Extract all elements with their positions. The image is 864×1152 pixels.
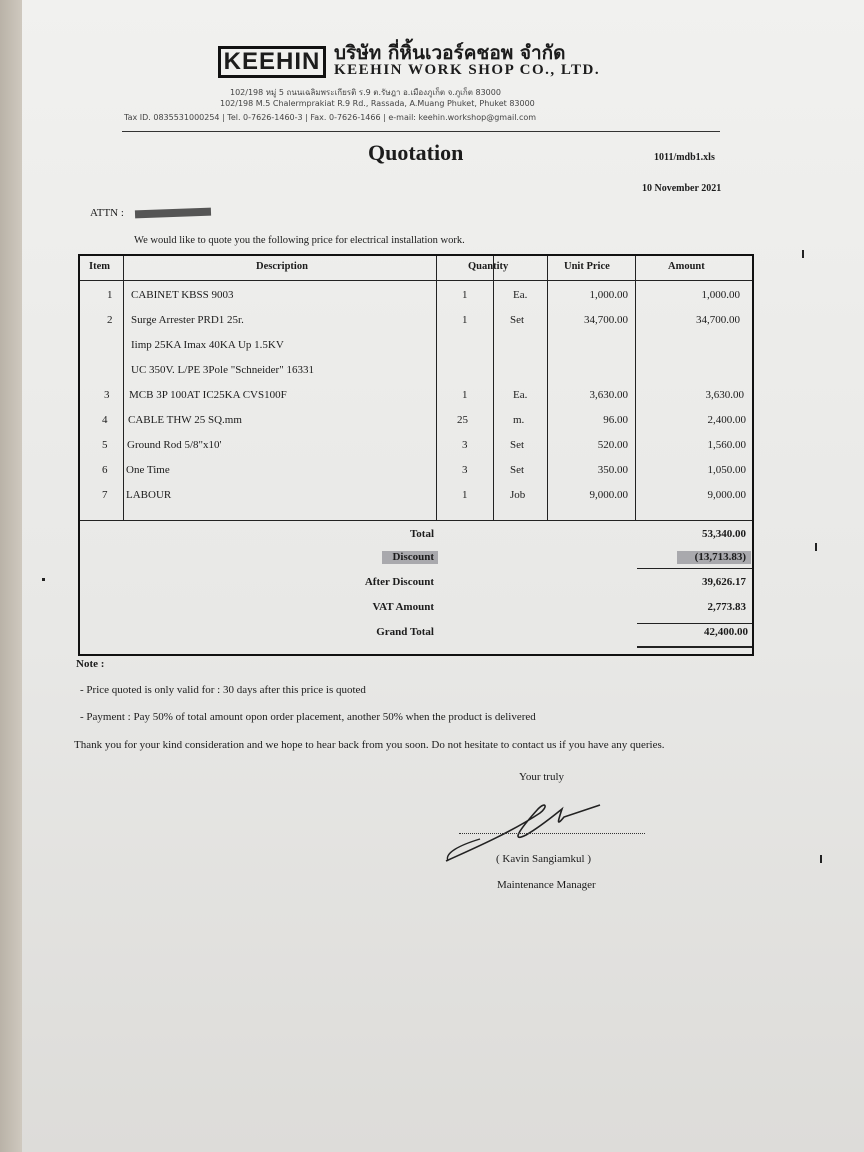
- row-7-amount: 9,000.00: [707, 489, 746, 501]
- document-title: Quotation: [368, 140, 464, 165]
- row-6-unit: Set: [510, 464, 525, 476]
- header-description: Description: [256, 261, 308, 272]
- row-2-item: 2: [107, 314, 113, 326]
- row-2-amount: 34,700.00: [696, 314, 740, 326]
- row-4-qty: 25: [457, 414, 468, 426]
- after-discount-value: 39,626.17: [702, 576, 746, 588]
- grand-total-value: 42,400.00: [704, 626, 748, 638]
- quotation-table: [78, 254, 754, 656]
- company-thai-name: บริษัท กี่หิ้นเวอร์คชอพ จำกัด: [334, 42, 566, 64]
- note-payment: - Payment : Pay 50% of total amount opon order placement, another 50% when the product is delivered: [80, 711, 536, 723]
- margin-mark: [42, 578, 45, 581]
- address-thai: 102/198 หมู่ 5 ถนนเฉลิมพระเกียรติ ร.9 ต.รัษฎา อ.เมืองภูเก็ต จ.ภูเก็ต 83000: [230, 88, 501, 97]
- row-3-amount: 3,630.00: [705, 389, 744, 401]
- company-english-name: KEEHIN WORK SHOP CO., LTD.: [334, 62, 601, 78]
- row-6-amount: 1,050.00: [707, 464, 746, 476]
- thanks-text: Thank you for your kind consideration and we hope to hear back from you soon. Do not hesitate to contact us if you have any queries.: [74, 739, 665, 751]
- intro-text: We would like to quote you the following price for electrical installation work.: [134, 235, 465, 246]
- row-4-amount: 2,400.00: [707, 414, 746, 426]
- row-3-unit: Ea.: [513, 389, 528, 401]
- total-label: Total: [409, 528, 434, 540]
- row-5-description: Ground Rod 5/8"x10': [127, 439, 222, 451]
- row-7-description: LABOUR: [126, 489, 172, 501]
- attn-label: ATTN :: [90, 207, 124, 219]
- row-2-unit: Set: [510, 314, 525, 326]
- note-heading: Note :: [76, 658, 105, 670]
- attn-redaction: [135, 208, 211, 219]
- discount-value: (13,713.83): [694, 551, 746, 563]
- row-6-price: 350.00: [597, 464, 628, 476]
- document-date: 10 November 2021: [642, 183, 722, 194]
- row-2-description: Surge Arrester PRD1 25r.: [131, 314, 244, 326]
- row-1-amount: 1,000.00: [701, 289, 740, 301]
- header-amount: Amount: [668, 261, 705, 272]
- row-1-unit: Ea.: [513, 289, 528, 301]
- row-2-qty: 1: [462, 314, 468, 326]
- row-3-item: 3: [104, 389, 110, 401]
- vat-value: 2,773.83: [707, 601, 746, 613]
- row-7-unit: Job: [510, 489, 526, 501]
- table-surface: [0, 0, 22, 1152]
- row-4-item: 4: [102, 414, 108, 426]
- signature-line: [459, 833, 645, 834]
- discount-label: Discount: [392, 551, 434, 563]
- header-item: Item: [89, 261, 110, 272]
- document-reference: 1011/mdb1.xls: [654, 152, 715, 163]
- row-6-description: One Time: [126, 464, 170, 476]
- vat-label: VAT Amount: [372, 601, 434, 613]
- company-logo: KEEHIN: [218, 46, 326, 78]
- header-quantity: Quantity: [468, 261, 509, 272]
- row-2-description-line3: UC 350V. L/PE 3Pole "Schneider" 16331: [131, 364, 314, 376]
- grand-total-label: Grand Total: [376, 626, 434, 638]
- row-5-unit: Set: [510, 439, 525, 451]
- signer-name: ( Kavin Sangiamkul ): [496, 853, 592, 865]
- closing-text: Your truly: [519, 771, 565, 783]
- document-page: [22, 0, 864, 1152]
- after-discount-label: After Discount: [364, 576, 434, 588]
- address-english: 102/198 M.5 Chalermprakiat R.9 Rd., Rassada, A.Muang Phuket, Phuket 83000: [220, 99, 535, 108]
- row-1-qty: 1: [462, 289, 468, 301]
- row-5-qty: 3: [462, 439, 468, 451]
- contact-line: Tax ID. 0835531000254 | Tel. 0-7626-1460-3 | Fax. 0-7626-1466 | e-mail: keehin.workshop@gmail.com: [124, 113, 537, 122]
- margin-mark: [815, 543, 817, 551]
- row-6-item: 6: [102, 464, 108, 476]
- row-7-item: 7: [102, 489, 108, 501]
- total-value: 53,340.00: [702, 528, 746, 540]
- row-7-price: 9,000.00: [589, 489, 628, 501]
- row-5-price: 520.00: [597, 439, 628, 451]
- row-4-unit: m.: [513, 414, 525, 426]
- row-4-description: CABLE THW 25 SQ.mm: [128, 414, 242, 426]
- row-2-description-line2: Iimp 25KA Imax 40KA Up 1.5KV: [131, 339, 284, 351]
- row-3-description: MCB 3P 100AT IC25KA CVS100F: [129, 389, 287, 401]
- row-1-price: 1,000.00: [589, 289, 628, 301]
- row-3-price: 3,630.00: [589, 389, 628, 401]
- signer-title: Maintenance Manager: [497, 879, 596, 891]
- row-6-qty: 3: [462, 464, 468, 476]
- margin-mark: [802, 250, 804, 258]
- row-1-description: CABINET KBSS 9003: [131, 289, 234, 301]
- row-1-item: 1: [107, 289, 113, 301]
- header-unit-price: Unit Price: [564, 261, 610, 272]
- row-7-qty: 1: [462, 489, 468, 501]
- header-divider: [122, 131, 720, 132]
- note-validity: - Price quoted is only valid for : 30 days after this price is quoted: [80, 684, 366, 696]
- row-3-qty: 1: [462, 389, 468, 401]
- margin-mark: [820, 855, 822, 863]
- row-4-price: 96.00: [603, 414, 628, 426]
- row-2-price: 34,700.00: [584, 314, 628, 326]
- row-5-item: 5: [102, 439, 108, 451]
- row-5-amount: 1,560.00: [707, 439, 746, 451]
